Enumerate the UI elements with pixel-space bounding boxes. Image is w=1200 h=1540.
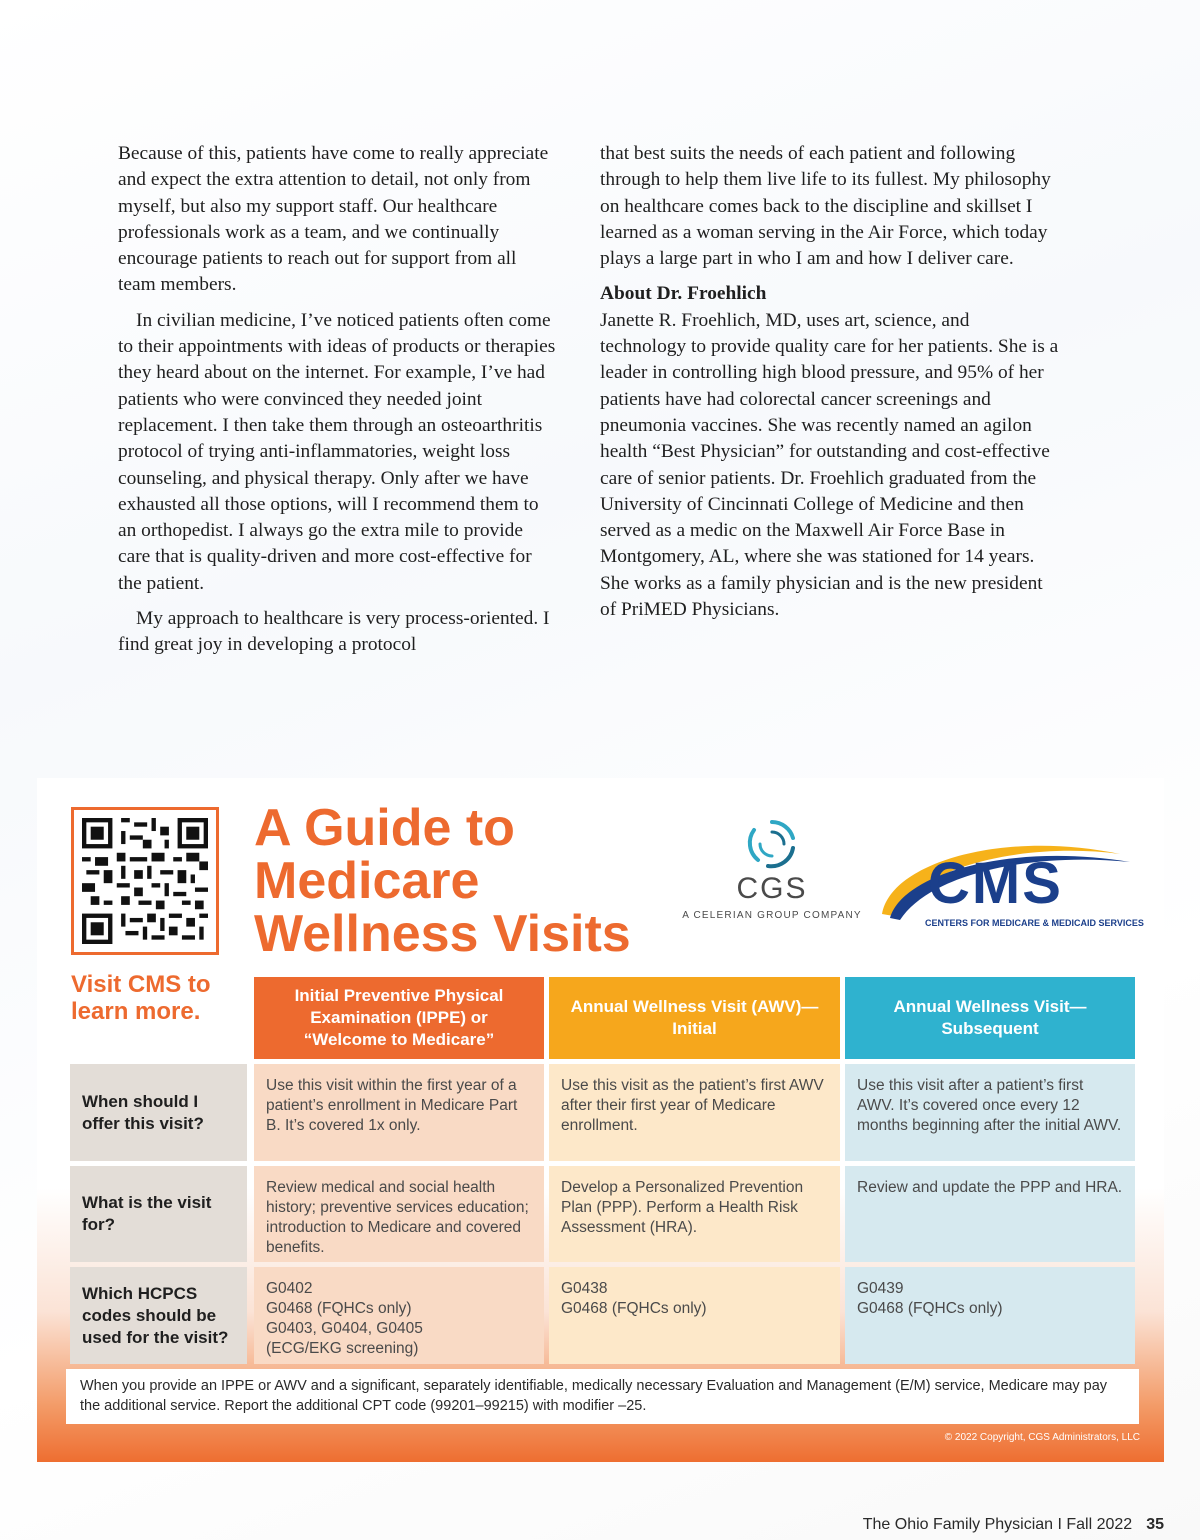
cgs-ring-icon <box>746 818 798 870</box>
medicare-guide-panel <box>37 778 1164 1462</box>
article-paragraph: In civilian medicine, I’ve noticed patients often come to their appointments with ideas of products or therapies they heard about on the internet. For example, I’ve had patients who were convinced they needed joint replacement. I then take them through an osteoarthritis protocol of trying anti-inflammatories, weight loss counseling, and physical therapy. Only after we have exhausted all those options, will I recommend them to an orthopedist. I always go the extra mile to provide care that is quality-driven and more cost-effective for the patient. <box>118 309 556 594</box>
publication-name: The Ohio Family Physician I Fall 2022 <box>862 1516 1133 1533</box>
about-text: Janette R. Froehlich, MD, uses art, science, and technology to provide quality care for her patients. She is a leader in controlling high blood pressure, and 95% of her patients have had colorectal cancer screenings and pneumonia vaccines. She was recently named an agilon health “Best Physician” for outstanding and cost-effective care of senior patients. Dr. Froehlich graduated from the University of Cincinnati College of Medicine and then served as a medic on the Maxwell Air Force Base in Montgomery, AL, where she was stationed for 14 years. She works as a family physician and is the new president of PriMED Physicians. <box>600 309 1059 621</box>
cms-logo <box>880 834 1142 934</box>
guide-title: A Guide to Medicare Wellness Visits <box>254 799 631 963</box>
cgs-tagline: A CELERIAN GROUP COMPANY <box>682 910 862 921</box>
column-header-awv-subsequent: Annual Wellness Visit—Subsequent <box>845 977 1135 1059</box>
cgs-name: CGS <box>736 872 808 905</box>
column-header-awv-initial: Annual Wellness Visit (AWV)—Initial <box>549 977 840 1059</box>
row-label-what: What is the visit for? <box>70 1166 247 1262</box>
table-cell: Use this visit within the first year of a patient’s enrollment in Medicare Part B. It’s covered 1x only. <box>254 1064 544 1161</box>
table-cell: G0438 G0468 (FQHCs only) <box>549 1267 840 1364</box>
table-cell: G0402 G0468 (FQHCs only) G0403, G0404, G0405 (ECG/EKG screening) <box>254 1267 544 1364</box>
qr-code[interactable] <box>71 807 219 955</box>
article-paragraph: that best suits the needs of each patient and following through to help them live life to its fullest. My philosophy on healthcare comes back to the discipline and skillset I learned as a woman serving in the Air Force, which today plays a large part in who I am and how I deliver care. <box>600 143 1051 270</box>
article-paragraph: Because of this, patients have come to really appreciate and expect the extra attention to detail, not only from myself, but also my support staff. Our healthcare professionals work as a team, and we continually encourage patients to reach out for support from all team members. <box>118 143 549 296</box>
table-cell: Develop a Personalized Prevention Plan (PPP). Perform a Health Risk Assessment (HRA). <box>549 1166 840 1262</box>
page-footer <box>863 1516 1164 1534</box>
visit-cms-text[interactable]: Visit CMS to learn more. <box>71 971 211 1025</box>
table-cell: Review and update the PPP and HRA. <box>845 1166 1135 1262</box>
table-cell: Use this visit as the patient’s first AWV after their first year of Medicare enrollment. <box>549 1064 840 1161</box>
cms-tagline: CENTERS FOR MEDICARE & MEDICAID SERVICES <box>925 918 1144 928</box>
column-header-ippe: Initial Preventive Physical Examination (IPPE) or “Welcome to Medicare” <box>254 977 544 1059</box>
table-cell: Use this visit after a patient’s first AWV. It’s covered once every 12 months beginning after the initial AWV. <box>845 1064 1135 1161</box>
qr-code-icon <box>82 818 208 944</box>
copyright: © 2022 Copyright, CGS Administrators, LLC <box>944 1432 1140 1443</box>
row-label-hcpcs: Which HCPCS codes should be used for the visit? <box>70 1267 247 1364</box>
page-number: 35 <box>1146 1516 1164 1533</box>
article-paragraph: My approach to healthcare is very process-oriented. I find great joy in developing a protocol <box>118 608 550 656</box>
cms-name: CMS <box>928 851 1063 916</box>
cgs-logo <box>677 818 867 938</box>
table-cell: G0439 G0468 (FQHCs only) <box>845 1267 1135 1364</box>
article-right-column <box>600 141 1060 632</box>
table-cell: Review medical and social health history; preventive services education; introduction to Medicare and covered benefits. <box>254 1166 544 1262</box>
article-left-column <box>118 141 558 668</box>
row-label-when: When should I offer this visit? <box>70 1064 247 1161</box>
about-heading: About Dr. Froehlich <box>600 283 767 305</box>
guide-footnote: When you provide an IPPE or AWV and a significant, separately identifiable, medically necessary Evaluation and Management (E/M) service, Medicare may pay the additional service. Report the additional CPT code (99201–99215) with modifier –25. <box>66 1369 1139 1424</box>
